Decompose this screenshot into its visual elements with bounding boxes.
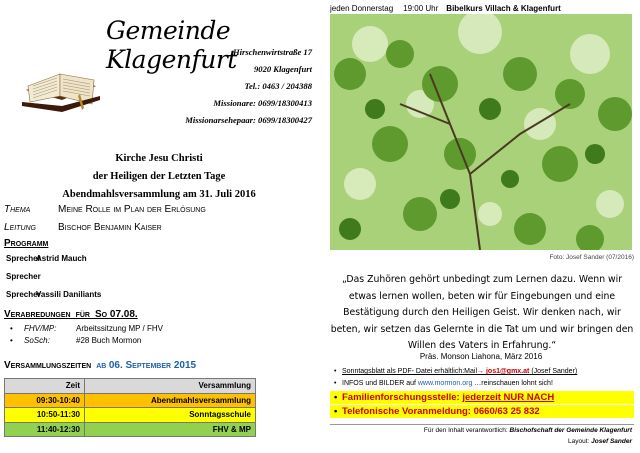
address-phone: Tel.: 0463 / 204388 [244, 81, 312, 91]
info-website: • INFOS und BILDER auf www.mormon.org …reinschauen lohnt sich! [334, 380, 553, 387]
quote-source: Präs. Monson Liahona, März 2016 [419, 352, 543, 361]
thema-label: Thema [4, 204, 31, 215]
versammlungszeiten-heading: Versammlungszeiten ab 06. September 2015 [4, 360, 197, 371]
church-line-2: der Heiligen der Letzten Tage [92, 171, 226, 182]
speaker-row [6, 272, 41, 281]
thema-value: Meine Rolle im Plan der Erlösung [58, 204, 206, 215]
column-header: Zeit [5, 379, 85, 394]
familienforschung-line: • Familienforschungsstelle: jederzeit NUR NACH [334, 392, 555, 403]
table-header-row [5, 379, 256, 394]
leitung-row [4, 222, 162, 233]
responsible-line: Für den Inhalt verantwortlich: Bischofschaft der Gemeinde Klagenfurt [423, 427, 632, 434]
course-event: Bibelkurs Villach & Klagenfurt [446, 4, 561, 13]
meeting-cell: FHV & MP [85, 422, 256, 437]
speaker-role: Sprecher [6, 254, 41, 263]
programm-heading: Programm [4, 238, 49, 249]
speaker-name: Vassili Daniliants [36, 290, 102, 299]
item-key: FHV/MP: [24, 324, 57, 333]
bullet-icon: • [10, 336, 13, 345]
tree-photo [330, 14, 632, 250]
open-book-icon [20, 56, 102, 114]
church-heading [0, 150, 318, 204]
course-time: 19:00 Uhr [403, 4, 439, 13]
item-value: Arbeitssitzung MP / FHV [76, 324, 163, 333]
address-city: 9020 Klagenfurt [253, 64, 312, 74]
address-missionare: Missionare: 0699/18300413 [213, 98, 312, 108]
info-pdf: • Sonntagsblatt als PDF- Datei erhältlich:Mail→ jos1@gmx.at (Josef Sander) [334, 368, 578, 375]
address-missionarsehepaar: Missionarsehepaar: 0699/18300427 [185, 115, 312, 125]
table-row [5, 393, 256, 408]
list-item [10, 336, 141, 345]
right-column [322, 0, 640, 453]
time-cell: 09:30-10:40 [5, 393, 85, 408]
quote-text: „Das Zuhören gehört unbedingt zum Lernen dazu. Wenn wir etwas lernen wollen, beten wir für Eingebungen und eine Bestätigung durch den Heiligen Geist. Wir denken nach, wir beten, wir setzen das Gelernte in die Tat um und wir bringen den Willen des Vaters in Erfahrung.“ [330, 274, 634, 351]
telefon-line: • Telefonische Voranmeldung: 0660/63 25 832 [334, 406, 540, 417]
church-line-1: Kirche Jesu Christi [115, 153, 203, 164]
photo-credit: Foto: Josef Sander (07/2016) [549, 254, 634, 261]
speaker-row [6, 290, 102, 299]
schedule-table [4, 378, 256, 437]
meeting-cell: Abendmahlsversammlung [85, 393, 256, 408]
page-title: Gemeinde Klagenfurt [106, 16, 237, 74]
leitung-label: Leitung [4, 222, 37, 233]
leitung-value: Bischof Benjamin Kaiser [58, 222, 162, 233]
speaker-name: Astrid Mauch [36, 254, 87, 263]
contact-address [185, 44, 312, 129]
speaker-role: Sprecher [6, 272, 41, 281]
divider [330, 424, 634, 425]
table-row [5, 408, 256, 423]
email-link[interactable]: jos1@gmx.at [485, 368, 530, 375]
arrow-right-icon: → [477, 368, 485, 375]
column-header: Versammlung [85, 379, 256, 394]
bible-course-line [330, 4, 561, 13]
course-day: jeden Donnerstag [330, 4, 394, 13]
list-item [10, 324, 163, 333]
item-value: #28 Buch Mormon [76, 336, 142, 345]
left-column [0, 0, 318, 453]
thema-row [4, 204, 206, 215]
website-link[interactable]: www.mormon.org [417, 380, 473, 387]
speaker-role: Sprecher [6, 290, 41, 299]
meeting-title: Abendmahlsversammlung am 31. Juli 2016 [62, 189, 256, 200]
item-key: SoSch: [24, 336, 50, 345]
speaker-row [6, 254, 87, 263]
layout-line: Layout: Josef Sander [568, 438, 632, 445]
verabredungen-heading: Verabredungen für So 07.08. [4, 309, 138, 320]
address-street: Hirschenwirtstraße 17 [232, 47, 312, 57]
bullet-icon: • [10, 324, 13, 333]
time-cell: 10:50-11:30 [5, 408, 85, 423]
table-row [5, 422, 256, 437]
time-cell: 11:40-12:30 [5, 422, 85, 437]
meeting-cell: Sonntagsschule [85, 408, 256, 423]
